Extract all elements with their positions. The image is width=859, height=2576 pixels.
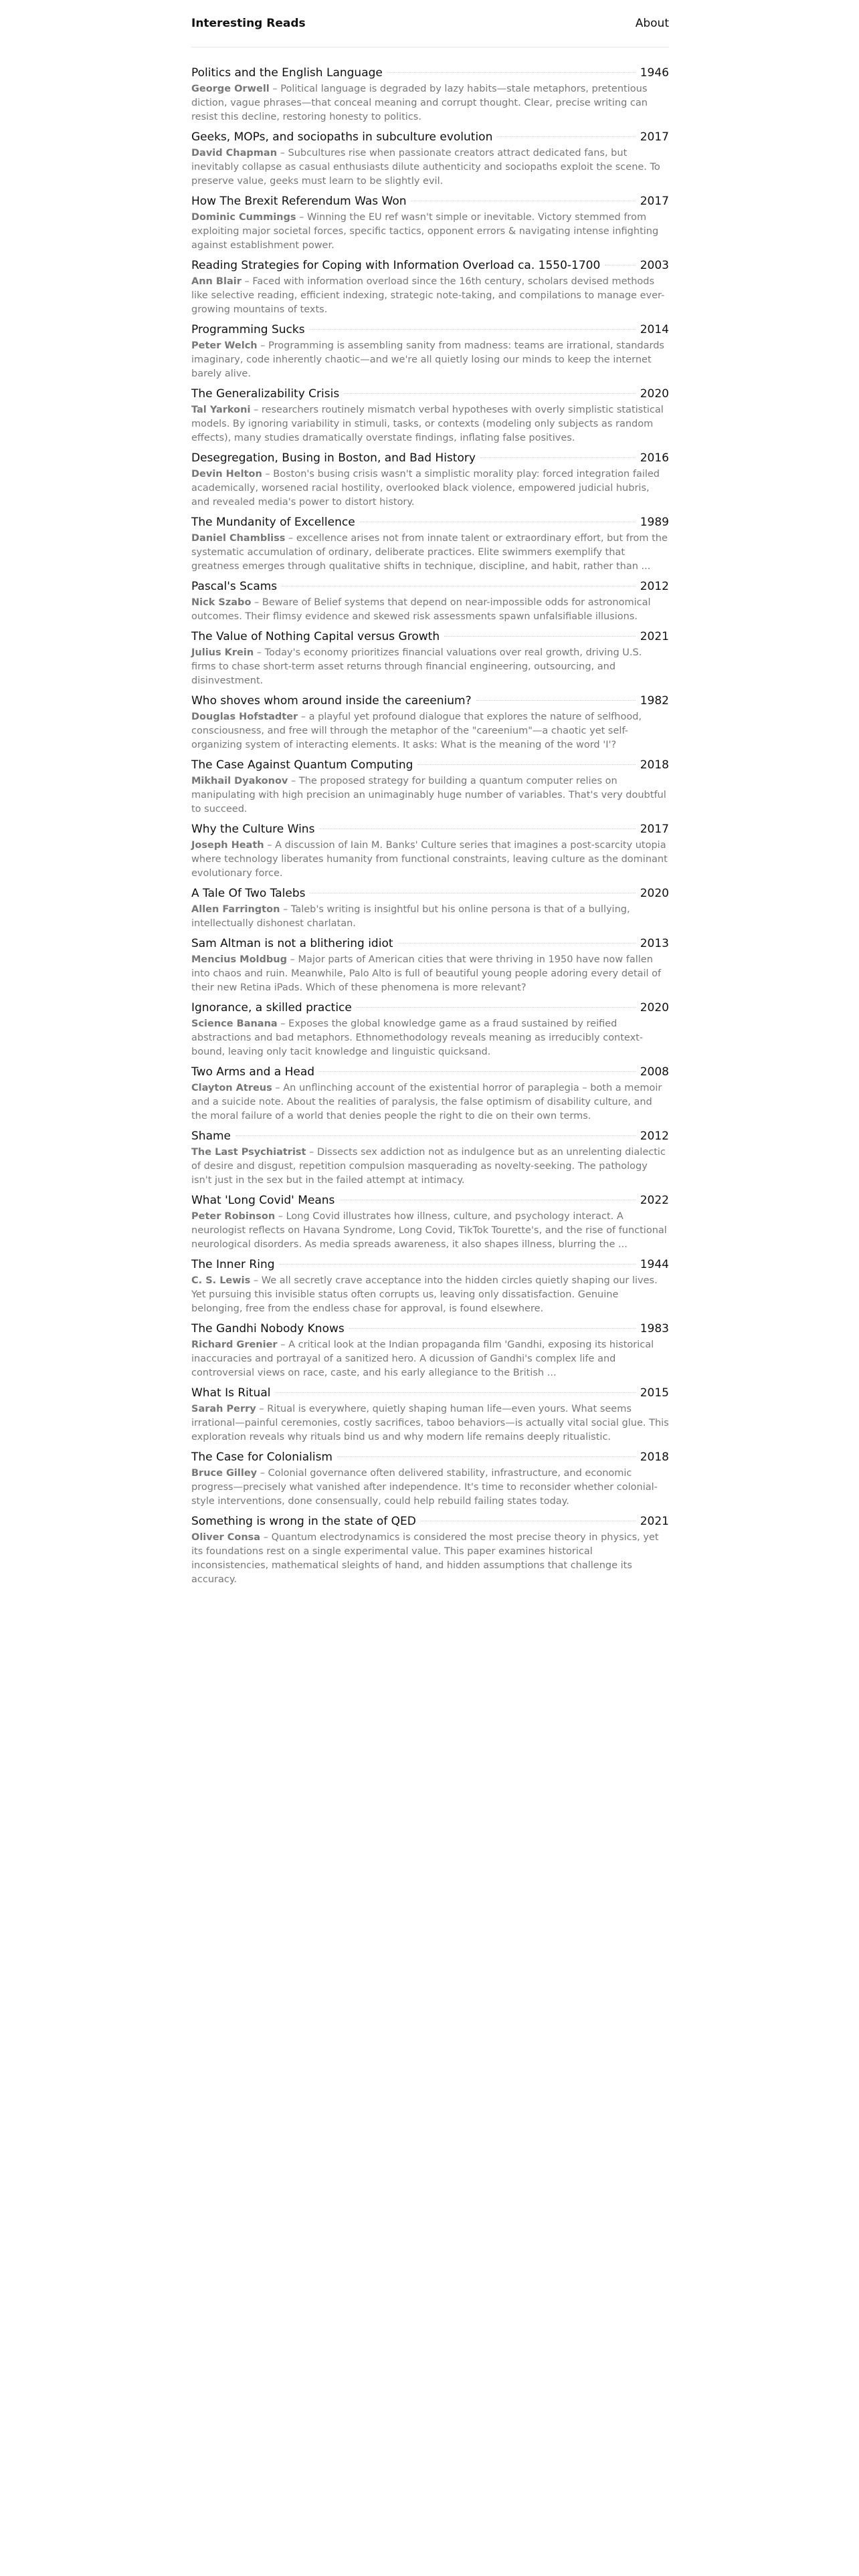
list-item — [191, 1128, 669, 1188]
dotted-leader — [344, 393, 636, 394]
entry-year: 2003 — [640, 259, 669, 272]
entry-title-link[interactable]: The Generalizability Crisis — [191, 387, 340, 401]
entry-separator: – — [269, 84, 281, 94]
entry-author: Sarah Perry — [191, 1404, 256, 1414]
entry-author: Allen Farrington — [191, 904, 280, 915]
entry-year: 2017 — [640, 195, 669, 208]
entry-summary — [191, 1081, 669, 1123]
entry-header — [191, 257, 669, 274]
entry-header — [191, 129, 669, 145]
entry-author: Douglas Hofstadter — [191, 712, 298, 722]
entry-year: 1983 — [640, 1322, 669, 1335]
entry-separator: – — [241, 276, 253, 287]
entry-year: 2013 — [640, 937, 669, 950]
entry-summary — [191, 596, 669, 624]
entry-year: 2012 — [640, 1130, 669, 1143]
entry-separator: – — [286, 954, 298, 965]
entry-title-link[interactable]: Programming Sucks — [191, 323, 305, 336]
dotted-leader — [310, 329, 636, 330]
entry-header — [191, 757, 669, 773]
entry-header — [191, 1449, 669, 1465]
entry-title-link[interactable]: The Gandhi Nobody Knows — [191, 1322, 345, 1335]
entry-summary-text: Ritual is everywhere, quietly shaping human life—even yours. What seems irrational—painful ceremonies, costly sacrifices, taboo behaviors—is actually vital social glue. This exploration reveals why rituals bind us and why modern life remains deeply ritualistic. — [191, 1404, 669, 1442]
list-item — [191, 1513, 669, 1587]
entry-title-link[interactable]: The Mundanity of Excellence — [191, 516, 355, 529]
entry-title-link[interactable]: Geeks, MOPs, and sociopaths in subculture evolution — [191, 130, 493, 144]
list-item — [191, 1385, 669, 1444]
entry-year: 2020 — [640, 387, 669, 401]
entry-title-link[interactable]: What Is Ritual — [191, 1386, 271, 1400]
entry-summary-text: Subcultures rise when passionate creators attract dedicated fans, but inevitably collapse as casual enthusiasts dilute authenticity and sociopaths exploit the scene. To preserve value, geeks must learn to be slightly evil. — [191, 148, 660, 187]
entry-title-link[interactable]: Ignorance, a skilled practice — [191, 1001, 352, 1014]
entry-separator: – — [277, 1339, 289, 1350]
list-item — [191, 65, 669, 124]
entry-summary-text: A discussion of Iain M. Banks' Culture series that imagines a post-scarcity utopia where technology liberates humanity from functional constraints, leaving culture as the dominant evolutionary force. — [191, 840, 668, 879]
entry-separator: – — [260, 1532, 272, 1543]
entry-summary — [191, 211, 669, 253]
entry-separator: – — [250, 1275, 262, 1286]
entry-summary — [191, 774, 669, 817]
list-item — [191, 578, 669, 624]
entry-summary — [191, 1467, 669, 1509]
entry-summary-text: Exposes the global knowledge game as a fraud sustained by reified abstractions and bad metaphors. Ethnomethodology reveals meaning as irreducibly context-bound, leaving only tacit knowledge and linguistic quicksand. — [191, 1018, 644, 1057]
entry-separator: – — [296, 212, 307, 223]
entry-summary-text: Quantum electrodynamics is considered the most precise theory in physics, yet its foundations rest on a single experimental value. This paper examines historical inconsistencies, mathematical sleights of hand, and hidden assumptions that challenge its accuracy. — [191, 1532, 659, 1585]
entry-summary-text: We all secretly crave acceptance into the hidden circles quietly shaping our lives. Yet pursuing this invisible status often corrupts us, leaving only dissatisfaction. Genuine belonging, free from the endless chase for approval, is found elsewhere. — [191, 1275, 658, 1314]
entry-header — [191, 514, 669, 530]
list-item — [191, 936, 669, 995]
entry-author: Daniel Chambliss — [191, 533, 286, 544]
list-item — [191, 193, 669, 253]
entry-summary — [191, 1338, 669, 1380]
entry-year: 2017 — [640, 823, 669, 836]
entry-separator: – — [298, 712, 309, 722]
entry-summary — [191, 903, 669, 931]
entry-header — [191, 65, 669, 81]
entry-summary-text: Boston's busing crisis wasn't a simplistic morality play: forced integration failed academically, worsened racial hostility, overlooked black violence, empowered judicial hubris, and revealed media's power to distort history. — [191, 469, 660, 508]
entry-author: Ann Blair — [191, 276, 242, 287]
entry-header — [191, 629, 669, 645]
entry-header — [191, 1192, 669, 1208]
entry-summary — [191, 275, 669, 317]
list-item — [191, 1449, 669, 1509]
entry-author: Devin Helton — [191, 469, 262, 479]
entry-summary-text: The proposed strategy for building a quantum computer relies on manipulating with high precision an unimaginably huge number of variables. That's very doubtful to succeed. — [191, 776, 666, 815]
page-container — [191, 0, 669, 1592]
list-item — [191, 514, 669, 574]
entry-summary — [191, 467, 669, 510]
entry-separator: – — [264, 840, 276, 851]
entry-summary — [191, 1017, 669, 1059]
entry-summary-text: Programming is assembling sanity from madness: teams are irrational, standards imaginary, code inherently chaotic—and we're all quietly losing our minds to keep the internet barely alive. — [191, 340, 664, 379]
entry-title-link[interactable]: Two Arms and a Head — [191, 1065, 315, 1079]
entry-summary — [191, 403, 669, 445]
list-item — [191, 129, 669, 189]
entry-summary-text: Major parts of American cities that were thriving in 1950 have now fallen into chaos and ruin. Meanwhile, Palo Alto is full of beautiful young people adoring every detail of their new Retina iPads. Which of these phenomena is more relevant? — [191, 954, 662, 993]
entry-summary-text: Beware of Belief systems that depend on near-impossible odds for astronomical outcomes. Their flimsy evidence and skewed risk assessments spawn unfalsifiable illusions. — [191, 597, 651, 622]
list-item — [191, 885, 669, 931]
entry-separator: – — [277, 1018, 289, 1029]
entry-summary-text: Long Covid illustrates how illness, culture, and psychology interact. A neurologist reflects on Havana Syndrome, Long Covid, TikTok Tourette's, and the rise of functional neurological disorders. As media spreads awareness, it also shapes illness, blurring the ... — [191, 1211, 667, 1250]
entry-header — [191, 1321, 669, 1337]
entry-summary — [191, 1402, 669, 1444]
entry-year: 2016 — [640, 451, 669, 465]
dotted-leader — [280, 1264, 636, 1265]
list-item — [191, 257, 669, 317]
entry-year: 2017 — [640, 130, 669, 144]
entry-separator: – — [257, 340, 269, 351]
entry-separator: – — [257, 1468, 268, 1479]
entry-separator: – — [262, 469, 274, 479]
entry-year: 2008 — [640, 1065, 669, 1079]
list-item — [191, 1321, 669, 1380]
entry-summary — [191, 953, 669, 995]
list-item — [191, 1064, 669, 1123]
entry-year: 1944 — [640, 1258, 669, 1271]
dotted-leader — [497, 136, 635, 137]
entry-author: Nick Szabo — [191, 597, 252, 608]
entry-header — [191, 193, 669, 209]
dotted-leader — [319, 1071, 636, 1072]
entry-header — [191, 1128, 669, 1144]
entry-header — [191, 821, 669, 837]
entry-title-link[interactable]: Politics and the English Language — [191, 66, 383, 80]
dotted-leader — [417, 764, 635, 765]
list-item — [191, 693, 669, 752]
entry-separator: – — [272, 1083, 284, 1093]
entry-summary-text: Colonial governance often delivered stability, infrastructure, and economic progress—precisely what vanished after independence. It's time to reconsider whether colonial-style interventions, done consensually, could help rebuild failing states today. — [191, 1468, 658, 1507]
entry-author: Joseph Heath — [191, 840, 264, 851]
entry-summary — [191, 710, 669, 752]
entry-title-link[interactable]: Desegregation, Busing in Boston, and Bad History — [191, 451, 476, 465]
entry-author: The Last Psychiatrist — [191, 1147, 306, 1158]
list-item — [191, 386, 669, 445]
entry-year: 2012 — [640, 580, 669, 593]
entry-header — [191, 1513, 669, 1529]
reading-list — [191, 47, 669, 1587]
entry-header — [191, 322, 669, 338]
entry-title-link[interactable]: How The Brexit Referendum Was Won — [191, 195, 407, 208]
entry-year: 1982 — [640, 694, 669, 708]
about-link[interactable]: About — [635, 17, 669, 30]
entry-header — [191, 1385, 669, 1401]
entry-separator: – — [277, 148, 288, 158]
dotted-leader — [398, 943, 636, 944]
entry-header — [191, 450, 669, 466]
entry-title-link[interactable]: Something is wrong in the state of QED — [191, 1515, 416, 1528]
entry-summary — [191, 839, 669, 881]
entry-header — [191, 1064, 669, 1080]
dotted-leader — [275, 1392, 635, 1393]
entry-summary — [191, 1146, 669, 1188]
entry-title-link[interactable]: A Tale Of Two Talebs — [191, 887, 306, 900]
entry-summary — [191, 146, 669, 189]
entry-title-link[interactable]: Sam Altman is not a blithering idiot — [191, 937, 393, 950]
entry-title-link[interactable]: Why the Culture Wins — [191, 823, 315, 836]
entry-author: C. S. Lewis — [191, 1275, 251, 1286]
list-item — [191, 1192, 669, 1252]
entry-header — [191, 693, 669, 709]
entry-separator: – — [256, 1404, 268, 1414]
entry-author: Clayton Atreus — [191, 1083, 272, 1093]
entry-title-link[interactable]: Pascal's Scams — [191, 580, 278, 593]
entry-year: 2018 — [640, 1451, 669, 1464]
entry-title-link[interactable]: The Value of Nothing Capital versus Growth — [191, 630, 440, 643]
entry-year: 2021 — [640, 630, 669, 643]
entry-separator: – — [306, 1147, 317, 1158]
dotted-leader — [476, 700, 636, 701]
entry-summary-text: Dissects sex addiction not as indulgence but as an unrelenting dialectic of desire and disgust, repetition compulsion masquerading as novelty-seeking. The pathology isn't just in the sex but in the failed attempt at intimacy. — [191, 1147, 666, 1186]
dotted-leader — [357, 1007, 636, 1008]
dotted-leader — [349, 1328, 636, 1329]
list-item — [191, 757, 669, 817]
entry-header — [191, 578, 669, 595]
entry-year: 1989 — [640, 516, 669, 529]
entry-header — [191, 386, 669, 402]
entry-year: 2020 — [640, 887, 669, 900]
entry-summary-text: Taleb's writing is insightful but his online persona is that of a bullying, intellectually dishonest charlatan. — [191, 904, 630, 929]
entry-header — [191, 885, 669, 901]
entry-summary-text: A critical look at the Indian propaganda film 'Gandhi, exposing its historical inaccuracies and portrayal of a sanitized hero. A dicussion of Gandhi's complex life and controversial views on race, caste, and his early allegiance to the British ... — [191, 1339, 654, 1378]
entry-summary — [191, 82, 669, 124]
entry-title-link[interactable]: What 'Long Covid' Means — [191, 1194, 335, 1207]
entry-author: Mencius Moldbug — [191, 954, 287, 965]
entry-summary — [191, 532, 669, 574]
entry-title-link[interactable]: The Case for Colonialism — [191, 1451, 332, 1464]
entry-summary-text: researchers routinely mismatch verbal hypotheses with overly simplistic statistical models. By ignoring variability in stimuli, tasks, or contexts (modeling only subjects as random effects), many studies dramatically overstate findings, inflating false positives. — [191, 405, 664, 443]
entry-separator: – — [251, 597, 262, 608]
entry-year: 2015 — [640, 1386, 669, 1400]
list-item — [191, 629, 669, 688]
entry-author: Julius Krein — [191, 647, 254, 658]
dotted-leader — [444, 636, 636, 637]
dotted-leader — [387, 72, 636, 73]
entry-summary — [191, 1274, 669, 1316]
entry-summary — [191, 646, 669, 688]
entry-author: Science Banana — [191, 1018, 278, 1029]
entry-author: Bruce Gilley — [191, 1468, 258, 1479]
entry-author: Mikhail Dyakonov — [191, 776, 288, 786]
entry-summary-text: Faced with information overload since the 16th century, scholars devised methods like selective reading, efficient indexing, strategic note-taking, and compilations to manage ever-growing mountains of texts. — [191, 276, 665, 315]
entry-title-link[interactable]: The Case Against Quantum Computing — [191, 758, 413, 772]
entry-summary-text: Winning the EU ref wasn't simple or inevitable. Victory stemmed from exploiting major societal forces, specific tactics, opponent errors & navigating intense infighting against establishment power. — [191, 212, 659, 251]
entry-header — [191, 1257, 669, 1273]
list-item — [191, 1000, 669, 1059]
list-item — [191, 322, 669, 381]
entry-author: Peter Welch — [191, 340, 258, 351]
entry-year: 2020 — [640, 1001, 669, 1014]
entry-author: Dominic Cummings — [191, 212, 296, 223]
list-item — [191, 1257, 669, 1316]
entry-summary — [191, 339, 669, 381]
entry-author: Oliver Consa — [191, 1532, 261, 1543]
entry-title-link[interactable]: Shame — [191, 1130, 231, 1143]
entry-year: 2021 — [640, 1515, 669, 1528]
entry-header — [191, 936, 669, 952]
entry-title-link[interactable]: Reading Strategies for Coping with Information Overload ca. 1550-1700 — [191, 259, 601, 272]
entry-summary-text: excellence arises not from innate talent or extraordinary effort, but from the systematic accumulation of ordinary, deliberate practices. Elite swimmers exemplify that greatness emerges through qualitative shifts in technique, discipline, and habit, rather than ... — [191, 533, 668, 572]
entry-author: Richard Grenier — [191, 1339, 278, 1350]
entry-header — [191, 1000, 669, 1016]
site-title-link[interactable]: Interesting Reads — [191, 17, 306, 30]
entry-separator: – — [288, 776, 299, 786]
entry-separator: – — [280, 904, 291, 915]
entry-summary-text: An unflinching account of the existential horror of paraplegia – both a memoir and a suicide note. About the realities of paralysis, the false optimism of disability culture, and the moral failure of a world that denies people the right to die on their own terms. — [191, 1083, 662, 1121]
entry-author: Tal Yarkoni — [191, 405, 251, 415]
entry-summary-text: Political language is degraded by lazy habits—stale metaphors, pretentious diction, vague phrases—that conceal meaning and corrupt thought. Clear, precise writing can resist this decline, restoring honesty to politics. — [191, 84, 648, 122]
entry-summary-text: Today's economy prioritizes financial valuations over real growth, driving U.S. firms to chase short-term asset returns through financial engineering, outsourcing, and disinvestment. — [191, 647, 642, 686]
entry-year: 2014 — [640, 323, 669, 336]
list-item — [191, 450, 669, 510]
entry-separator: – — [250, 405, 262, 415]
entry-separator: – — [254, 647, 265, 658]
entry-title-link[interactable]: The Inner Ring — [191, 1258, 275, 1271]
entry-year: 2018 — [640, 758, 669, 772]
entry-title-link[interactable]: Who shoves whom around inside the careenium? — [191, 694, 472, 708]
entry-summary-text: a playful yet profound dialogue that explores the nature of selfhood, consciousness, and free will through the metaphor of the "careenium"—a chaotic yet self-organizing system of interacting elements. It asks: What is the meaning of the word 'I'? — [191, 712, 642, 750]
entry-author: George Orwell — [191, 84, 270, 94]
entry-separator: – — [275, 1211, 286, 1222]
dotted-leader — [480, 457, 636, 458]
entry-summary — [191, 1531, 669, 1587]
list-item — [191, 821, 669, 881]
entry-year: 1946 — [640, 66, 669, 80]
entry-author: Peter Robinson — [191, 1211, 276, 1222]
entry-summary — [191, 1210, 669, 1252]
entry-year: 2022 — [640, 1194, 669, 1207]
site-header — [191, 0, 669, 47]
entry-author: David Chapman — [191, 148, 278, 158]
entry-separator: – — [285, 533, 296, 544]
